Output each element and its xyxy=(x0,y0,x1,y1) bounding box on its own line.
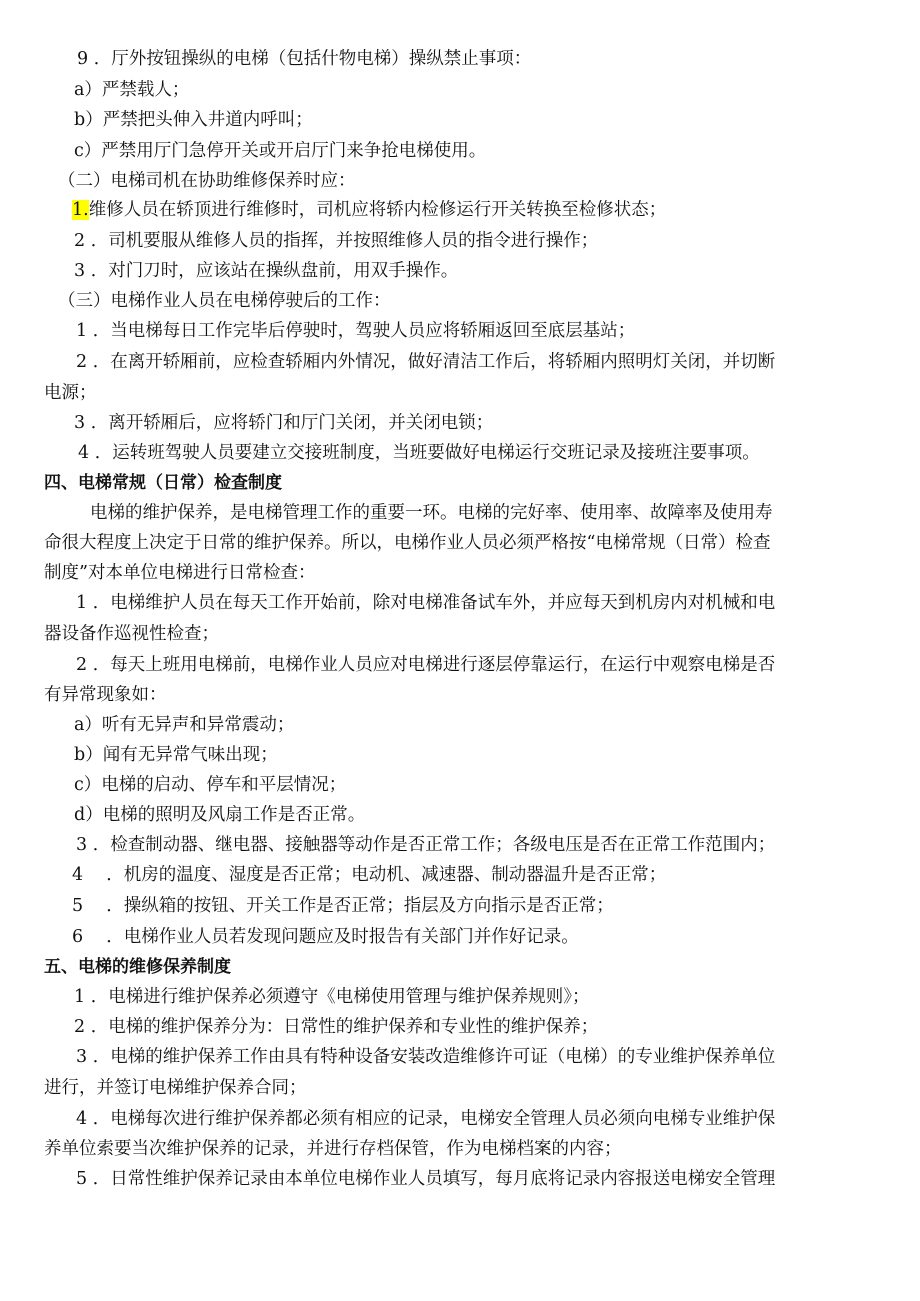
text-line: 3 ．对门刀时，应该站在操纵盘前，用双手操作。 xyxy=(74,261,459,281)
text-line: 电源； xyxy=(44,383,97,403)
text-line-content: 维修人员在轿顶进行维修时，司机应将轿内检修运行开关转换至检修状态； xyxy=(88,200,667,220)
text-line: 器设备作巡视性检查； xyxy=(44,624,219,644)
text-line: 2 ．在离开轿厢前，应检查轿厢内外情况，做好清洁工作后，将轿厢内照明灯关闭，并切断 xyxy=(76,352,776,372)
text-line: 9 ．厅外按钮操纵的电梯（包括什物电梯）操纵禁止事项： xyxy=(77,49,532,69)
text-line: 4 ．电梯每次进行维护保养都必须有相应的记录，电梯安全管理人员必须向电梯专业维护保 xyxy=(76,1109,776,1129)
text-line: 3 ．电梯的维护保养工作由具有特种设备安装改造维修许可证（电梯）的专业维护保养单位 xyxy=(76,1047,776,1067)
text-line: 命很大程度上决定于日常的维护保养。所以，电梯作业人员必须严格按“电梯常规（日常）检查 xyxy=(44,533,771,553)
text-line: 进行，并签订电梯维护保养合同； xyxy=(44,1078,307,1098)
text-line: d）电梯的照明及风扇工作是否正常。 xyxy=(74,805,366,825)
section-subheading: （三）电梯作业人员在电梯停驶后的工作： xyxy=(58,291,391,311)
section-heading: 四、电梯常规（日常）检查制度 xyxy=(44,473,282,493)
highlighted-number: 1. xyxy=(72,200,89,220)
text-line: 1 ．电梯进行维护保养必须遵守《电梯使用管理与维护保养规则》； xyxy=(74,987,590,1007)
text-line: 2 ．司机要服从维修人员的指挥，并按照维修人员的指令进行操作； xyxy=(74,231,599,251)
text-line: 1 ．当电梯每日工作完毕后停驶时，驾驶人员应将轿厢返回至底层基站； xyxy=(76,321,636,341)
text-line: 5 ．操纵箱的按钮、开关工作是否正常；指层及方向指示是否正常； xyxy=(72,896,614,916)
text-line xyxy=(72,197,666,223)
text-line: a）严禁载人； xyxy=(74,80,190,100)
text-line: 2 ．每天上班用电梯前，电梯作业人员应对电梯进行逐层停靠运行，在运行中观察电梯是否 xyxy=(76,655,776,675)
text-line: c）严禁用厅门急停开关或开启厅门来争抢电梯使用。 xyxy=(74,141,487,161)
text-line: 养单位索要当次维护保养的记录，并进行存档保管，作为电梯档案的内容； xyxy=(44,1139,622,1159)
text-line: 3 ．离开轿厢后，应将轿门和厅门关闭，并关闭电锁； xyxy=(74,413,494,433)
section-subheading: （二）电梯司机在协助维修保养时应： xyxy=(58,171,356,191)
text-line: b）严禁把头伸入井道内呼叫； xyxy=(74,110,313,130)
text-line: 2 ．电梯的维护保养分为：日常性的维护保养和专业性的维护保养； xyxy=(74,1017,599,1037)
text-line: 5 ．日常性维护保养记录由本单位电梯作业人员填写，每月底将记录内容报送电梯安全管理 xyxy=(76,1169,776,1189)
section-heading: 五、电梯的维修保养制度 xyxy=(44,957,231,977)
text-line: a）听有无异声和异常震动； xyxy=(74,715,295,735)
text-line: 6 ．电梯作业人员若发现问题应及时报告有关部门并作好记录。 xyxy=(72,927,579,947)
text-line: 电梯的维护保养，是电梯管理工作的重要一环。电梯的完好率、使用率、故障率及使用寿 xyxy=(90,503,773,523)
text-line: 制度”对本单位电梯进行日常检查： xyxy=(44,563,316,583)
text-line: 1 ．电梯维护人员在每天工作开始前，除对电梯准备试车外，并应每天到机房内对机械和电 xyxy=(76,593,776,613)
text-line: c）电梯的启动、停车和平层情况； xyxy=(74,775,347,795)
text-line: 3 ．检查制动器、继电器、接触器等动作是否正常工作；各级电压是否在正常工作范围内； xyxy=(76,835,776,855)
text-line: b）闻有无异常气味出现； xyxy=(74,745,278,765)
text-line: 有异常现象如： xyxy=(44,685,167,705)
text-line: 4 ．机房的温度、湿度是否正常；电动机、减速器、制动器温升是否正常； xyxy=(72,865,667,885)
text-line: 4 ．运转班驾驶人员要建立交接班制度，当班要做好电梯运行交班记录及接班注要事项。 xyxy=(78,443,760,463)
